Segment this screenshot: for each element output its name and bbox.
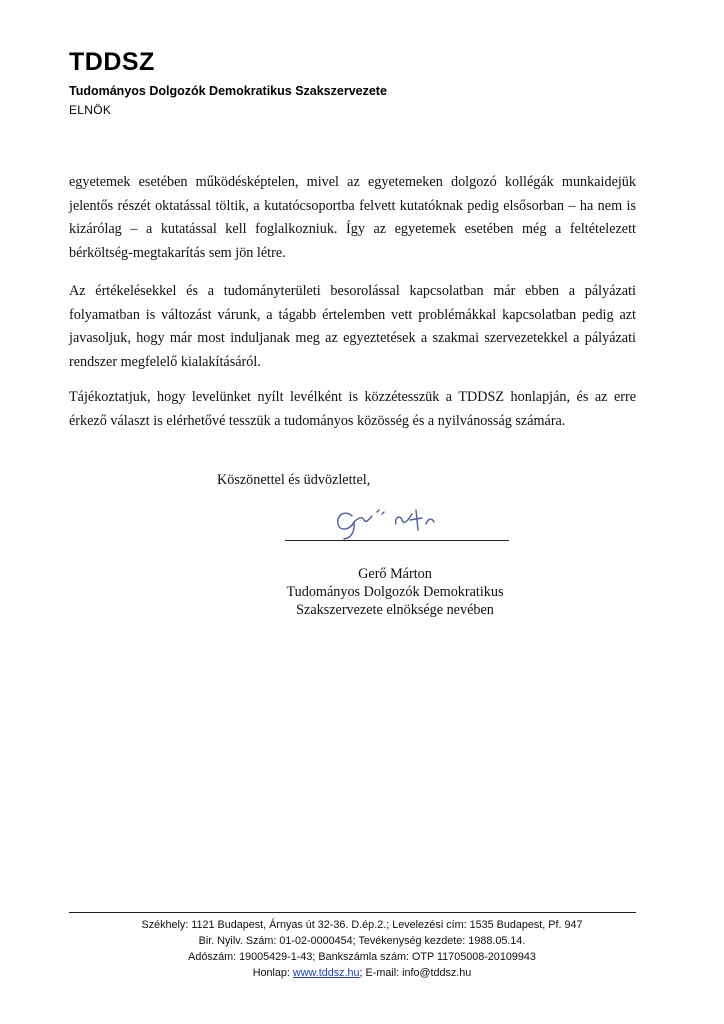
email-text: ; E-mail: info@tddsz.hu <box>359 967 472 979</box>
footer-contact <box>60 966 664 981</box>
org-full-name: Tudományos Dolgozók Demokratikus Szakszervezete <box>69 84 387 98</box>
sender-role: ELNÖK <box>69 103 112 117</box>
body-paragraph: Tájékoztatjuk, hogy levelünket nyílt levélként is közzétesszük a TDDSZ honlapján, és az erre érkező választ is elérhetővé tesszük a tudományos közösség és a nyilvánosság számára. <box>69 389 636 429</box>
org-abbreviation: TDDSZ <box>69 48 155 76</box>
body-paragraph: egyetemek esetében működésképtelen, mivel az egyetemeken dolgozó kollégák munkaidejük jelentős részét oktatással töltik, a kutatócsoportba felvett kutatóknak pedig elsősorban – ha nem is kizárólag – a kutatással kell foglalkozniuk. Így az egyetemek esetében még a feltételezett bérköltség-megtakarítás sem jön létre. <box>69 174 636 261</box>
footer-address: Székhely: 1121 Budapest, Árnyas út 32-36. D.ép.2.; Levelezési cím: 1535 Budapest, Pf. 947 <box>141 919 583 931</box>
handwritten-signature <box>330 500 460 540</box>
signer-title-line: Tudományos Dolgozók Demokratikus <box>286 584 504 600</box>
signature-line <box>285 540 509 541</box>
footer-registration: Bir. Nyilv. Szám: 01-02-0000454; Tevékenység kezdete: 1988.05.14. <box>198 935 526 947</box>
homepage-link[interactable]: www.tddsz.hu <box>292 967 360 979</box>
footer-divider <box>69 912 636 913</box>
signer-name: Gerő Márton <box>358 566 432 582</box>
footer-tax-bank: Adószám: 19005429-1-43; Bankszámla szám: OTP 11705008-20109943 <box>188 951 536 963</box>
homepage-label: Honlap: <box>252 967 293 979</box>
body-paragraph: Az értékelésekkel és a tudományterületi besorolással kapcsolatban már ebben a pályázati folyamatban is változást várunk, a tágabb értelemben vett problémákkal kapcsolatban pedig azt javasoljuk, hogy már most induljanak meg az egyeztetések a szakmai szervezetekkel a pályázati rendszer megfelelő kialakításáról. <box>69 283 636 370</box>
closing-salutation: Köszönettel és üdvözlettel, <box>217 472 371 488</box>
signer-title-line: Szakszervezete elnöksége nevében <box>296 602 494 618</box>
